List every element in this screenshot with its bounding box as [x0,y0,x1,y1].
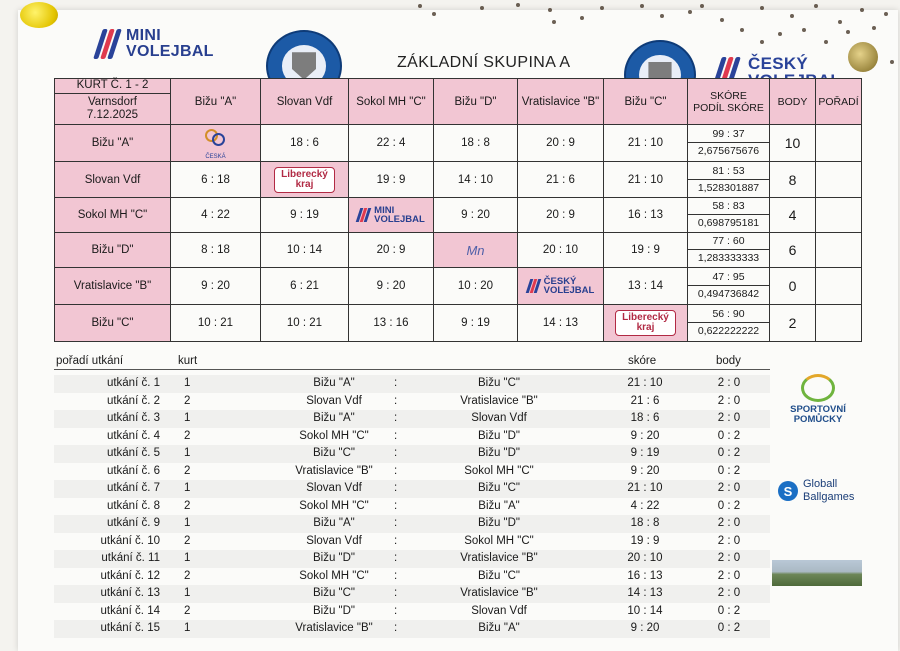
schedule-label: utkání č. 15 [100,622,160,634]
schedule-label: utkání č. 14 [100,604,160,617]
schedule-home: Bižu "D" [312,552,356,564]
globall-logo [778,478,854,504]
schedule-away: Bižu "C" [477,377,521,389]
lib-line2: kraj [295,178,314,190]
schedule-kurt: 1 [184,587,191,599]
schedule-row [54,533,770,551]
diagonal-logo-cell [604,305,688,342]
page-title: ZÁKLADNÍ SKUPINA A [397,54,571,71]
schedule-skore: 4 : 22 [630,499,660,512]
schedule-away: Vratislavice "B" [460,394,538,407]
sport-ring-icon [801,374,835,402]
score-cell: 19 : 9 [349,162,434,198]
schedule-skore: 20 : 10 [627,552,663,564]
schedule-label: utkání č. 11 [101,552,160,564]
mini-volejbal-logo [96,28,214,60]
score-cell: 21 : 6 [518,162,604,198]
col-header: Sokol MH "C" [349,79,434,125]
schedule-body: 0 : 2 [717,447,741,459]
schedule-body: 2 : 0 [717,569,741,582]
schedule-label: utkání č. 6 [106,464,160,477]
grid-row [55,125,862,162]
schedule-row [54,620,770,638]
col-header: Slovan Vdf [261,79,349,125]
row-team-name: Bižu "D" [55,233,171,268]
body-header: BODY [770,79,816,125]
schedule-away: Vratislavice "B" [460,552,538,564]
schedule-kurt: 2 [184,534,191,547]
row-team-name: Slovan Vdf [55,162,171,198]
schedule-kurt: 1 [184,552,191,564]
schedule-away: Slovan Vdf [471,412,527,424]
skore-total: 56 : 90 [688,306,769,323]
row-team-name: Vratislavice "B" [55,268,171,305]
schedule-row [54,445,770,463]
schedule-header-skore: skóre [628,355,657,367]
schedule-body: 2 : 0 [717,377,741,389]
schedule-home: Sokol MH "C" [299,429,369,442]
score-cell: 19 : 9 [604,233,688,268]
skore-cell [688,198,770,233]
schedule-body: 2 : 0 [717,482,741,494]
schedule-label: utkání č. 2 [106,394,160,407]
skore-ratio: 1,283333333 [697,252,760,264]
score-cell: 13 : 14 [604,268,688,305]
schedule-skore: 14 : 13 [627,587,663,599]
score-cell: 18 : 8 [434,125,518,162]
schedule-row [54,393,770,411]
schedule-home: Vratislavice "B" [295,622,373,634]
schedule-kurt: 1 [184,622,191,634]
skore-header [688,79,770,125]
schedule-home: Bižu "C" [312,587,356,599]
signature-mark: Mn [466,242,485,258]
schedule-kurt: 2 [184,604,191,617]
schedule-home: Bižu "C" [312,447,356,459]
match-schedule [54,355,770,638]
crest-shield-icon [292,52,317,79]
schedule-away: Slovan Vdf [471,604,527,617]
poradi-cell [816,268,862,305]
diagonal-logo-cell [518,268,604,305]
score-cell: 21 : 10 [604,125,688,162]
grid-row [55,305,862,342]
schedule-home: Bižu "A" [313,517,355,529]
ceska-logo-text: ČESKÁ [205,153,226,160]
schedule-skore: 18 : 6 [630,412,660,424]
schedule-away: Bižu "A" [478,622,520,634]
poradi-cell [816,125,862,162]
grid-row [55,233,862,268]
lib-line1: Liberecký [281,168,328,180]
diagonal-logo-cell [171,125,261,162]
kurt-label: KURT Č. 1 - 2 [55,79,170,94]
schedule-row [54,375,770,393]
schedule-sep: : [394,429,398,442]
landscape-photo [772,560,862,586]
venue: Varnsdorf [87,96,137,108]
schedule-skore: 19 : 9 [630,534,660,547]
schedule-label: utkání č. 4 [106,429,160,442]
schedule-kurt: 1 [184,482,191,494]
schedule-body: 0 : 2 [717,464,741,477]
schedule-away: Sokol MH "C" [464,534,534,547]
schedule-label: utkání č. 9 [106,517,160,529]
score-cell: 4 : 22 [171,198,261,233]
schedule-home: Vratislavice "B" [295,464,373,477]
score-cell: 10 : 21 [171,305,261,342]
col-header: Bižu "D" [434,79,518,125]
skore-total: 81 : 53 [688,163,769,180]
globall-icon: S [778,481,798,501]
schedule-header-kurt: kurt [178,355,198,367]
body-cell: 4 [770,198,816,233]
brass-pushpin [848,42,878,72]
schedule-sep: : [394,377,398,389]
schedule-body: 0 : 2 [717,622,741,634]
mini-small-line2: VOLEJBAL [374,213,425,225]
schedule-body: 2 : 0 [717,534,741,547]
schedule-kurt: 2 [184,429,191,442]
body-cell: 2 [770,305,816,342]
sp-line2: POMŮCKY [793,414,843,425]
schedule-header-order: pořadí utkání [56,355,124,367]
date: 7.12.2025 [86,109,139,121]
poradi-cell [816,233,862,268]
schedule-sep: : [394,587,398,599]
score-cell: 8 : 18 [171,233,261,268]
skore-total: 58 : 83 [688,198,769,215]
score-cell: 6 : 18 [171,162,261,198]
schedule-kurt: 1 [184,377,191,389]
skore-cell [688,162,770,198]
score-cell: 20 : 9 [518,125,604,162]
mini-logo-line1: MINI [126,27,161,44]
schedule-body: 2 : 0 [717,517,741,529]
grid-corner [55,79,171,125]
schedule-sep: : [394,482,398,494]
schedule-sep: : [394,499,398,512]
schedule-skore: 16 : 13 [627,569,663,582]
schedule-label: utkání č. 12 [100,569,160,582]
schedule-body: 2 : 0 [717,394,741,407]
globall-line1: Globall [803,478,838,490]
schedule-away: Bižu "D" [477,447,521,459]
body-cell: 6 [770,233,816,268]
schedule-row [54,410,770,428]
score-cell: 9 : 20 [171,268,261,305]
schedule-skore: 9 : 19 [630,447,660,459]
skore-header-line2: PODÍL SKÓRE [693,101,764,114]
score-cell: 9 : 20 [434,198,518,233]
schedule-label: utkání č. 3 [106,412,160,424]
poradi-cell [816,305,862,342]
diagonal-logo-cell [349,198,434,233]
schedule-home: Sokol MH "C" [299,569,369,582]
schedule-home: Bižu "A" [313,377,355,389]
schedule-body: 2 : 0 [717,587,741,599]
schedule-skore: 21 : 10 [627,482,663,494]
schedule-kurt: 1 [184,447,191,459]
skore-ratio: 2,675675676 [697,145,760,157]
schedule-row [54,498,770,516]
grid-row [55,198,862,233]
ceska-rings-icon [203,127,229,151]
schedule-row [54,603,770,621]
schedule-kurt: 2 [184,394,191,407]
schedule-skore: 18 : 8 [630,517,660,529]
schedule-body: 0 : 2 [717,604,741,617]
schedule-sep: : [394,534,398,547]
schedule-home: Bižu "D" [312,604,356,617]
schedule-sep: : [394,447,398,459]
score-cell: 9 : 19 [434,305,518,342]
schedule-home: Bižu "A" [313,412,355,424]
schedule-skore: 21 : 6 [630,394,660,407]
schedule-label: utkání č. 1 [106,377,160,389]
skore-cell [688,305,770,342]
poradi-cell [816,162,862,198]
schedule-body: 0 : 2 [717,499,741,512]
schedule-sep: : [394,464,398,477]
schedule-body: 2 : 0 [717,412,741,424]
results-grid [54,78,862,342]
schedule-header-body: body [716,355,741,367]
skore-total: 99 : 37 [688,126,769,143]
schedule-row [54,550,770,568]
score-cell: 9 : 20 [349,268,434,305]
score-cell: 18 : 6 [261,125,349,162]
schedule-away: Bižu "D" [477,517,521,529]
score-cell: 10 : 20 [434,268,518,305]
score-cell: 10 : 14 [261,233,349,268]
schedule-sep: : [394,622,398,634]
score-cell: 20 : 10 [518,233,604,268]
skore-ratio: 0,494736842 [697,288,760,300]
schedule-skore: 9 : 20 [630,464,660,477]
schedule-sep: : [394,569,398,582]
sportovni-pomucky-logo [778,374,858,425]
schedule-skore: 9 : 20 [630,622,660,634]
volleyball-stripes-icon [527,279,541,293]
score-cell: 20 : 9 [518,198,604,233]
mini-small-line1: MINI [374,204,395,216]
schedule-kurt: 1 [184,517,191,529]
grid-row [55,162,862,198]
globall-line2: Ballgames [803,491,855,503]
col-header: Bižu "C" [604,79,688,125]
volleyball-stripes-icon [357,208,371,222]
schedule-sep: : [394,412,398,424]
body-cell: 0 [770,268,816,305]
score-cell: 20 : 9 [349,233,434,268]
schedule-row [54,585,770,603]
schedule-home: Sokol MH "C" [299,499,369,512]
schedule-sep: : [394,394,398,407]
liberecky-kraj-logo [274,167,335,193]
score-cell: 9 : 19 [261,198,349,233]
schedule-sep: : [394,604,398,617]
schedule-row [54,480,770,498]
schedule-row [54,428,770,446]
schedule-row [54,463,770,481]
score-cell: 10 : 21 [261,305,349,342]
grid-row [55,268,862,305]
schedule-label: utkání č. 10 [100,534,160,547]
schedule-home: Slovan Vdf [306,534,362,547]
schedule-kurt: 2 [184,499,191,512]
schedule-label: utkání č. 8 [106,499,160,512]
poradi-header: POŘADÍ [816,79,862,125]
schedule-away: Bižu "C" [477,569,521,582]
score-cell: 13 : 16 [349,305,434,342]
schedule-header [54,355,770,369]
yellow-pushpin [20,2,58,28]
schedule-skore: 9 : 20 [630,429,660,442]
skore-cell [688,125,770,162]
schedule-body: 2 : 0 [717,552,741,564]
schedule-away: Bižu "D" [477,429,521,442]
schedule-label: utkání č. 5 [106,447,160,459]
skore-cell [688,233,770,268]
score-cell: 16 : 13 [604,198,688,233]
schedule-away: Vratislavice "B" [460,587,538,599]
schedule-home: Slovan Vdf [306,482,362,494]
schedule-row [54,515,770,533]
cesky-volejbal-small-logo [527,277,595,295]
schedule-divider [54,369,770,370]
row-team-name: Bižu "A" [55,125,171,162]
cv-small-line2: VOLEJBAL [543,284,595,296]
cv-logo-line1: ČESKÝ [748,54,809,73]
score-cell: 6 : 21 [261,268,349,305]
schedule-skore: 21 : 10 [627,377,663,389]
col-header: Bižu "A" [171,79,261,125]
score-cell: 22 : 4 [349,125,434,162]
mini-logo-line2: VOLEJBAL [126,43,214,60]
schedule-sep: : [394,552,398,564]
skore-total: 47 : 95 [688,269,769,286]
row-team-name: Bižu "C" [55,305,171,342]
schedule-kurt: 2 [184,569,191,582]
body-cell: 8 [770,162,816,198]
schedule-label: utkání č. 7 [106,482,160,494]
sp-line1: SPORTOVNÍ [790,404,846,415]
skore-total: 77 : 60 [688,233,769,250]
row-team-name: Sokol MH "C" [55,198,171,233]
schedule-home: Slovan Vdf [306,394,362,407]
skore-ratio: 0,698795181 [697,217,760,229]
schedule-label: utkání č. 13 [100,587,160,599]
schedule-kurt: 1 [184,412,191,424]
score-cell: 21 : 10 [604,162,688,198]
cv-small-line1: ČESKÝ [543,275,577,287]
col-header: Vratislavice "B" [518,79,604,125]
score-cell: 14 : 13 [518,305,604,342]
skore-header-line1: SKÓRE [710,89,747,102]
diagonal-logo-cell [261,162,349,198]
score-cell: 14 : 10 [434,162,518,198]
poradi-cell [816,198,862,233]
schedule-skore: 10 : 14 [627,604,663,617]
lib-line2: kraj [636,322,655,333]
diagonal-logo-cell [434,233,518,268]
volleyball-stripes-icon [96,29,122,59]
skore-ratio: 1,528301887 [697,181,760,194]
schedule-body: 0 : 2 [717,429,741,442]
schedule-away: Sokol MH "C" [464,464,534,477]
schedule-away: Bižu "C" [477,482,521,494]
mini-volejbal-small-logo [357,206,425,224]
body-cell: 10 [770,125,816,162]
schedule-sep: : [394,517,398,529]
skore-cell [688,268,770,305]
schedule-away: Bižu "A" [478,499,520,512]
skore-ratio: 0,622222222 [697,325,760,337]
schedule-kurt: 2 [184,464,191,477]
liberecky-kraj-logo [615,310,676,336]
schedule-row [54,568,770,586]
lib-line1: Liberecký [622,312,669,323]
